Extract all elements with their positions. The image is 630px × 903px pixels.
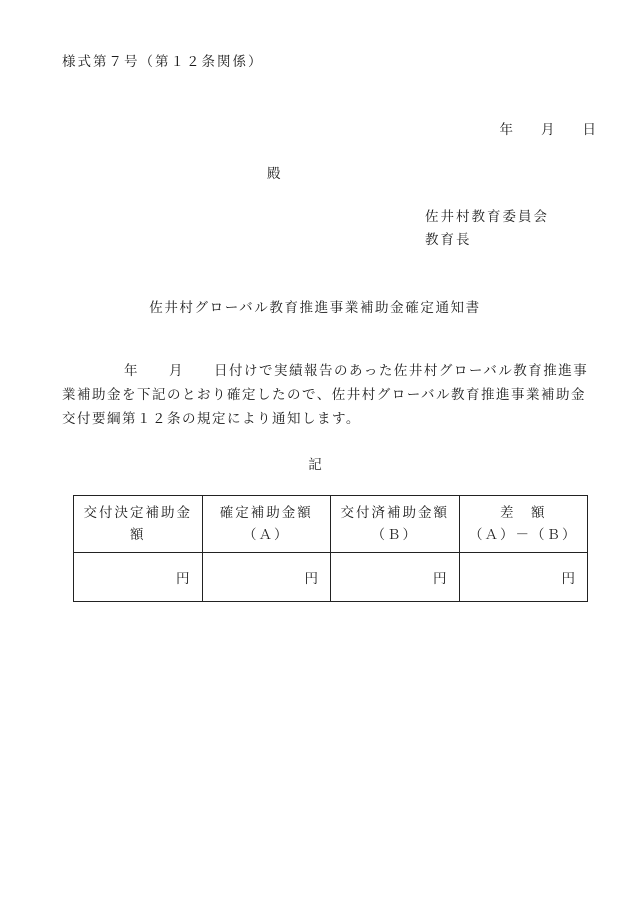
issuer-title: 教育長 [425, 232, 472, 248]
cell-difference[interactable]: 円 [459, 553, 588, 602]
header-confirmed-amount: 確定補助金額 （Ａ） [202, 496, 331, 553]
table-row [74, 553, 588, 602]
document-title: 佐井村グローバル教育推進事業補助金確定通知書 [149, 300, 481, 316]
body-month: 月 [169, 363, 184, 379]
issuer-block [425, 206, 549, 252]
header-paid-amount: 交付済補助金額 （Ｂ） [331, 496, 460, 553]
header-decided-amount: 交付決定補助金 額 [74, 496, 203, 553]
body-paragraph [62, 359, 600, 431]
header-difference: 差 額 （Ａ）－（Ｂ） [459, 496, 588, 553]
body-year: 年 [124, 363, 139, 379]
table-header-row [74, 496, 588, 553]
form-number: 様式第７号（第１２条関係） [62, 54, 264, 70]
cell-confirmed-amount[interactable]: 円 [202, 553, 331, 602]
issuer-organization: 佐井村教育委員会 [425, 209, 549, 225]
date-day: 日 [582, 122, 596, 138]
amounts-table [73, 495, 588, 602]
body-text: 日付けで実績報告のあった佐井村グローバル教育推進事業補助金を下記のとおり確定したので、佐井村グローバル教育推進事業補助金交付要綱第１２条の規定により通知します。 [62, 363, 589, 427]
cell-paid-amount[interactable]: 円 [331, 553, 460, 602]
recipient-suffix: 殿 [267, 166, 283, 182]
date-line [472, 118, 597, 138]
date-month: 月 [541, 122, 555, 138]
date-year: 年 [499, 122, 513, 138]
cell-decided-amount[interactable]: 円 [74, 553, 203, 602]
ki-heading: 記 [308, 457, 322, 473]
